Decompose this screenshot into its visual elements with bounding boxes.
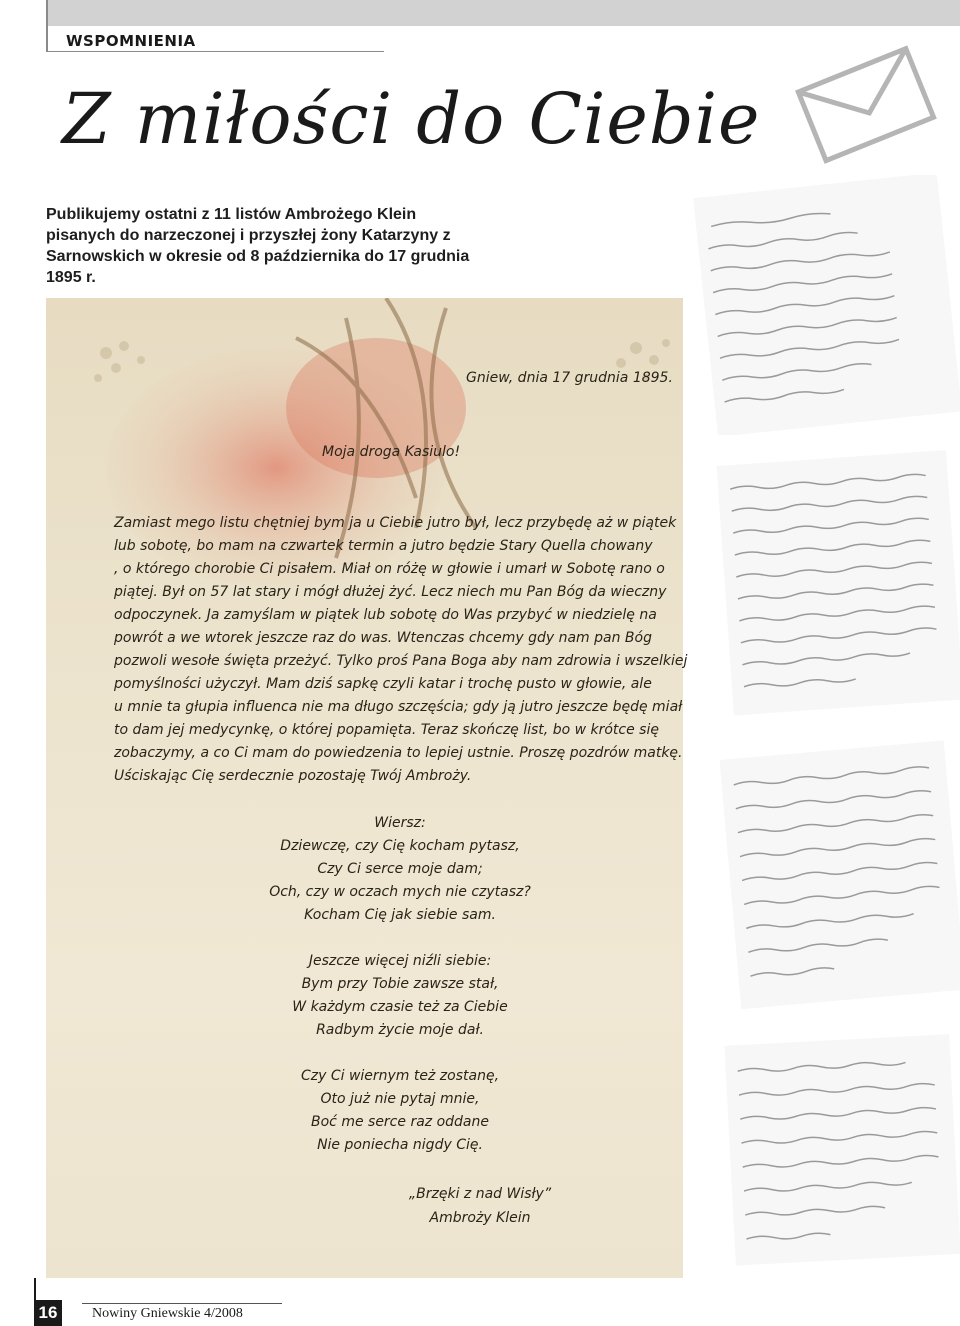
- letter-body-line: piątej. Był on 57 lat stary i mógł dłużej żyć. Lecz niech mu Pan Bóg da wieczny: [114, 584, 667, 600]
- letter-body-line: powrót a we wtorek jeszcze raz do was. Wtenczas chcemy gdy nam pan Bóg: [114, 630, 652, 646]
- letter-body-line: u mnie ta głupia influenca nie ma długo szczęścia; gdy ją jutro jeszcze będę miał: [114, 699, 683, 715]
- letter-body-line: zobaczymy, a co Ci mam do powiedzenia to lepiej ustnie. Proszę pozdrów matkę.: [114, 745, 683, 761]
- poem-line: Bym przy Tobie zawsze stał,: [301, 976, 499, 992]
- poem-line: Dziewczę, czy Cię kocham pytasz,: [280, 838, 520, 854]
- page-number-rule: [34, 1278, 36, 1300]
- letter-body-line: pozwoli wesołe święta przeżyć. Tylko proś Pana Boga aby nam zdrowia i wszelkiej: [114, 653, 688, 669]
- poem-heading: Wiersz:: [374, 815, 426, 831]
- letter-body-line: to dam jej medycynkę, o której popamięta. Teraz skończę list, bo w krótce się: [114, 722, 659, 738]
- footer-publication: Nowiny Gniewskie 4/2008: [92, 1306, 243, 1321]
- signature-source: „Brzęki z nad Wisły”: [408, 1186, 552, 1202]
- poem-line: Kocham Cię jak siebie sam.: [304, 907, 496, 923]
- manuscript-page-2: [715, 448, 960, 718]
- letter-body-line: lub sobotę, bo mam na czwartek termin a jutro będzie Stary Quella chowany: [114, 538, 653, 554]
- section-label: WSPOMNIENIA: [66, 32, 196, 50]
- poem-line: W każdym czasie też za Ciebie: [292, 999, 508, 1015]
- poem-line: Czy Ci wiernym też zostanę,: [300, 1068, 500, 1084]
- letter-body-line: pomyślności użyczył. Mam dziś sapkę czyli katar i trochę pusto w głowie, ale: [114, 676, 652, 692]
- letter-body: [114, 512, 688, 788]
- poem-stanza: [250, 1065, 550, 1157]
- poem-line: Oto już nie pytaj mnie,: [320, 1091, 480, 1107]
- top-bar-notch: [0, 0, 46, 26]
- poem-line: Radbym życie moje dał.: [316, 1022, 484, 1038]
- section-rule-horizontal: [46, 51, 384, 52]
- manuscript-page-4: [720, 1030, 960, 1270]
- letter-date: Gniew, dnia 17 grudnia 1895.: [466, 370, 673, 386]
- manuscript-page-1: [690, 175, 960, 435]
- poem-line: Nie poniecha nigdy Cię.: [317, 1137, 483, 1153]
- letter-body-line: Zamiast mego listu chętniej bym ja u Ciebie jutro był, lecz przybędę aż w piątek: [114, 515, 677, 531]
- poem-stanza: [250, 950, 550, 1042]
- letter-salutation: Moja droga Kasiulo!: [322, 444, 461, 460]
- letter-signature: [380, 1182, 580, 1230]
- article-lead: Publikujemy ostatni z 11 listów Ambrożego Klein pisanych do narzeczonej i przyszłej żony Katarzyny z Sarnowskich w okresie od 8 października do 17 grudnia 1895 r.: [46, 206, 470, 286]
- poem-line: Czy Ci serce moje dam;: [317, 861, 483, 877]
- envelope-icon: [790, 30, 940, 180]
- page-number: 16: [34, 1300, 62, 1326]
- article-title: Z miłości do Ciebie: [62, 78, 761, 160]
- section-rule-vertical: [46, 0, 48, 52]
- signature-author: Ambroży Klein: [429, 1210, 531, 1226]
- footer-rule: [82, 1303, 282, 1304]
- manuscript-page-3: [720, 740, 960, 1010]
- poem-line: Jeszcze więcej niźli siebie:: [308, 953, 492, 969]
- letter-body-line: Uściskając Cię serdecznie pozostaję Twój Ambroży.: [114, 768, 472, 784]
- poem-stanza: [250, 835, 550, 927]
- letter-body-line: odpoczynek. Ja zamyślam w piątek lub sobotę do Was przybyć w niedzielę na: [114, 607, 657, 623]
- poem-line: Och, czy w oczach mych nie czytasz?: [269, 884, 531, 900]
- top-bar: [0, 0, 960, 26]
- poem-line: Boć me serce raz oddane: [311, 1114, 489, 1130]
- letter-body-line: , o którego chorobie Ci pisałem. Miał on różę w głowie i umarł w Sobotę rano o: [114, 561, 665, 577]
- poem: [250, 812, 550, 1180]
